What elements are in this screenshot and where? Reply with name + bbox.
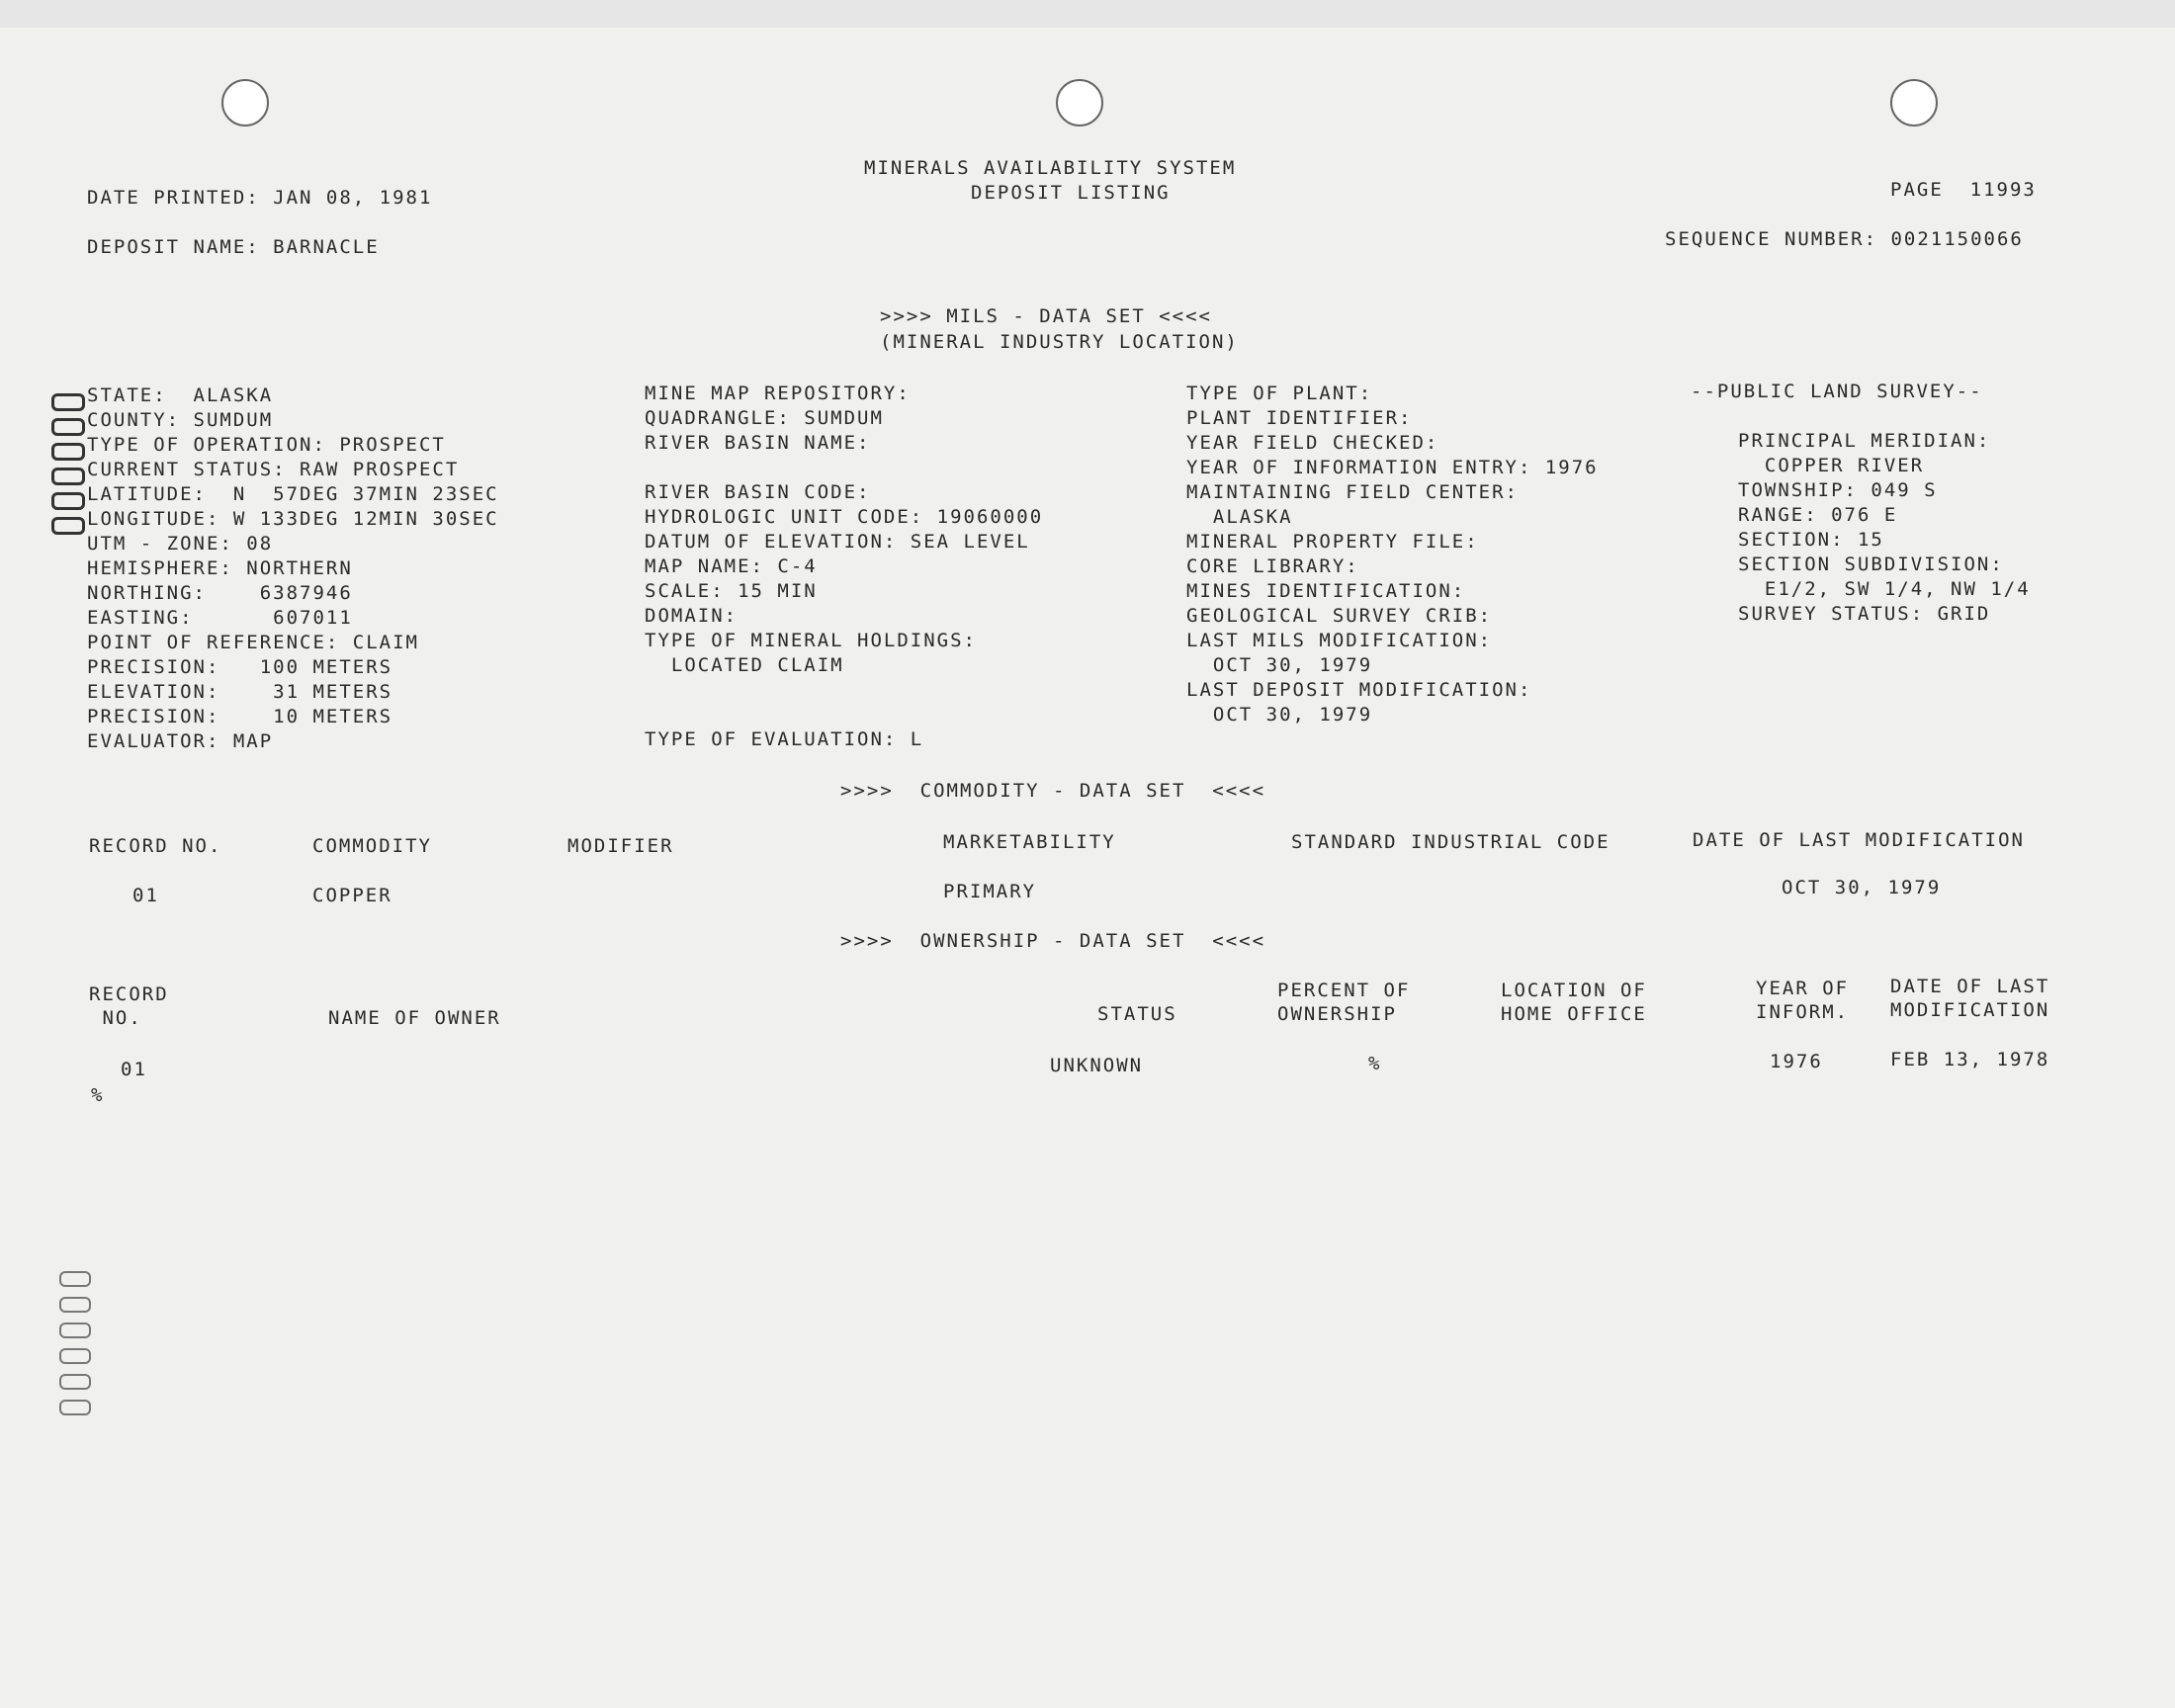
col-modifier: MODIFIER [567,835,674,857]
col-status: STATUS [1097,1003,1177,1025]
field-line: NORTHING: 6387946 [87,582,353,604]
field-line: GEOLOGICAL SURVEY CRIB: [1186,605,1493,627]
field-line: RIVER BASIN CODE: [645,481,871,503]
field-line: COUNTY: SUMDUM [87,409,274,431]
field-line: TOWNSHIP: 049 S [1738,479,1938,501]
binder-hole-right [1890,79,1938,127]
field-line: LAST MILS MODIFICATION: [1186,630,1493,651]
field-line: LONGITUDE: W 133DEG 12MIN 30SEC [87,508,499,530]
field-line: MAP NAME: C-4 [645,555,818,577]
mils-map-column [645,382,1043,752]
cell-record-no: 01 [132,885,159,906]
field-line: COPPER RIVER [1738,455,1925,476]
col-marketability: MARKETABILITY [943,831,1116,853]
col-location-2: HOME OFFICE [1501,1003,1647,1025]
field-line: TYPE OF MINERAL HOLDINGS: [645,630,977,651]
field-line: ALASKA [1186,506,1293,528]
binder-hole-left [221,79,269,127]
field-line: YEAR OF INFORMATION ENTRY: 1976 [1186,457,1599,478]
col-percent-2: OWNERSHIP [1277,1003,1397,1025]
field-line: E1/2, SW 1/4, NW 1/4 [1738,578,2031,600]
report-title: MINERALS AVAILABILITY SYSTEM [864,157,1237,179]
col-year-2: INFORM. [1756,1001,1850,1023]
field-line: SCALE: 15 MIN [645,580,818,602]
ownership-trailer: % [91,1084,105,1106]
col-year-1: YEAR OF [1756,978,1850,999]
cell-date: OCT 30, 1979 [1782,877,1942,898]
commodity-heading: >>>> COMMODITY - DATA SET <<<< [840,780,1266,802]
public-land-survey-title: --PUBLIC LAND SURVEY-- [1691,381,1983,402]
field-line: TYPE OF EVALUATION: L [645,728,924,750]
field-line: OCT 30, 1979 [1186,704,1373,726]
field-line [645,456,1043,480]
col-record: RECORD [89,983,169,1005]
mils-plant-column [1186,382,1599,727]
field-line: MINERAL PROPERTY FILE: [1186,531,1479,553]
cell-percent: % [1368,1053,1382,1074]
field-line: LATITUDE: N 57DEG 37MIN 23SEC [87,483,499,505]
field-line: TYPE OF OPERATION: PROSPECT [87,434,446,456]
field-line: EVALUATOR: MAP [87,730,274,752]
field-line: RANGE: 076 E [1738,504,1898,526]
mils-subheading: (MINERAL INDUSTRY LOCATION) [880,331,1239,353]
field-line: DOMAIN: [645,605,739,627]
report-subtitle: DEPOSIT LISTING [971,182,1171,204]
field-line: MINE MAP REPOSITORY: [645,383,911,404]
field-line: OCT 30, 1979 [1186,654,1373,676]
col-date-last-mod: DATE OF LAST MODIFICATION [1693,829,2025,851]
field-line: STATE: ALASKA [87,384,274,406]
col-record-no: NO. [89,1007,142,1029]
cell-record-no: 01 [121,1059,147,1080]
field-line: HEMISPHERE: NORTHERN [87,557,353,579]
col-percent-1: PERCENT OF [1277,980,1411,1001]
field-line: HYDROLOGIC UNIT CODE: 19060000 [645,506,1044,528]
cell-year: 1976 [1770,1051,1823,1072]
field-line: QUADRANGLE: SUMDUM [645,407,884,429]
col-owner-name: NAME OF OWNER [328,1007,501,1029]
field-line [645,703,1043,727]
field-line: CURRENT STATUS: RAW PROSPECT [87,459,460,480]
date-printed: DATE PRINTED: JAN 08, 1981 [87,187,433,209]
field-line: EASTING: 607011 [87,607,353,629]
cell-date: FEB 13, 1978 [1890,1049,2050,1070]
field-line: YEAR FIELD CHECKED: [1186,432,1439,454]
field-line: RIVER BASIN NAME: [645,432,871,454]
col-record-no: RECORD NO. [89,835,222,857]
field-line: PRECISION: 10 METERS [87,706,393,727]
col-sic: STANDARD INDUSTRIAL CODE [1291,831,1610,853]
ownership-heading: >>>> OWNERSHIP - DATA SET <<<< [840,930,1266,952]
field-line: LOCATED CLAIM [645,654,844,676]
col-date-2: MODIFICATION [1890,999,2050,1021]
col-date-1: DATE OF LAST [1890,976,2050,997]
field-line: PRINCIPAL MERIDIAN: [1738,430,1991,452]
field-line: MAINTAINING FIELD CENTER: [1186,481,1519,503]
mils-location-column [87,384,499,754]
field-line: SURVEY STATUS: GRID [1738,603,1991,625]
field-line: SECTION: 15 [1738,529,1884,551]
cell-marketability: PRIMARY [943,881,1037,902]
mils-heading: >>>> MILS - DATA SET <<<< [880,305,1212,327]
col-location-1: LOCATION OF [1501,980,1647,1001]
field-line: TYPE OF PLANT: [1186,383,1373,404]
cell-status: UNKNOWN [1050,1055,1144,1076]
field-line: CORE LIBRARY: [1186,555,1359,577]
field-line: SECTION SUBDIVISION: [1738,554,2004,575]
cell-commodity: COPPER [312,885,392,906]
field-line: POINT OF REFERENCE: CLAIM [87,632,419,653]
field-line: ELEVATION: 31 METERS [87,681,393,703]
binder-hole-center [1056,79,1103,127]
field-line: DATUM OF ELEVATION: SEA LEVEL [645,531,1030,553]
col-commodity: COMMODITY [312,835,432,857]
public-land-survey-column [1738,429,2031,627]
field-line: PLANT IDENTIFIER: [1186,407,1413,429]
field-line: UTM - ZONE: 08 [87,533,274,555]
field-line: PRECISION: 100 METERS [87,656,393,678]
sequence-number: SEQUENCE NUMBER: 0021150066 [1665,228,2024,250]
printout-sheet [0,28,2175,1708]
field-line [645,678,1043,703]
field-line: MINES IDENTIFICATION: [1186,580,1466,602]
field-line: LAST DEPOSIT MODIFICATION: [1186,679,1532,701]
deposit-name: DEPOSIT NAME: BARNACLE [87,236,380,258]
page-number: PAGE 11993 [1890,179,2037,201]
